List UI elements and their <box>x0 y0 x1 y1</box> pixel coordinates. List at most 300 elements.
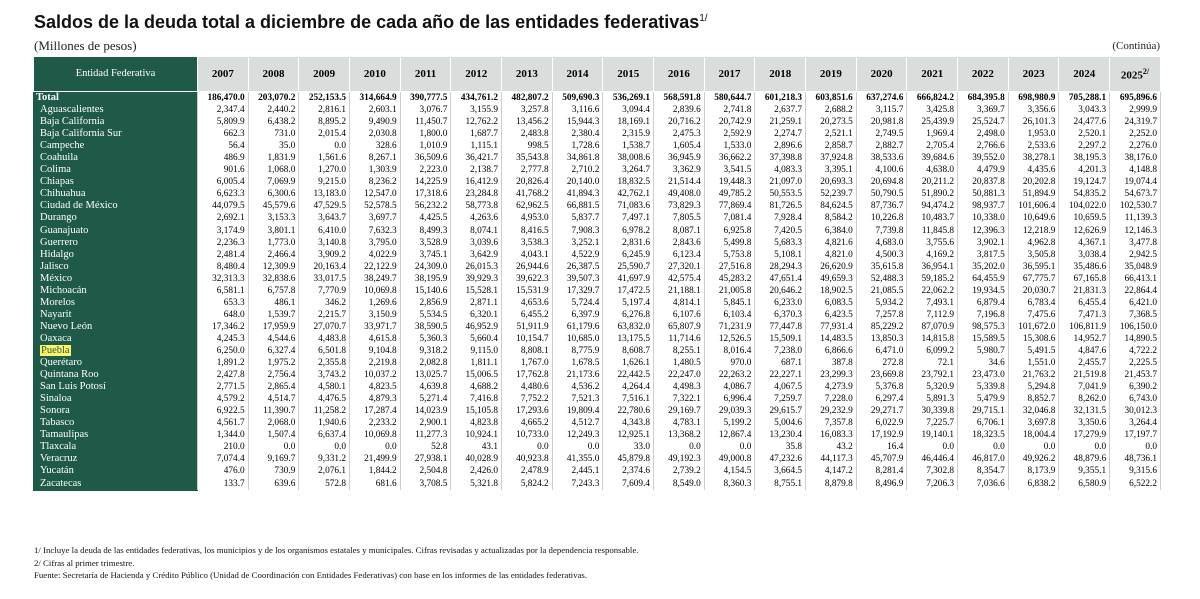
value-cell: 8,236.2 <box>350 176 401 188</box>
value-cell: 6,320.1 <box>451 309 502 321</box>
value-cell: 2,082.8 <box>400 357 451 369</box>
value-cell: 4,367.1 <box>1059 237 1110 249</box>
value-cell: 16.4 <box>856 441 907 453</box>
value-cell: 2,692.1 <box>198 212 249 224</box>
value-cell: 2,839.6 <box>654 104 705 116</box>
value-cell: 17,762.8 <box>502 369 553 381</box>
value-cell: 2,999.9 <box>1110 104 1161 116</box>
value-cell: 12,249.3 <box>552 429 603 441</box>
value-cell: 3,505.8 <box>1008 249 1059 261</box>
value-cell: 603,851.6 <box>806 92 857 105</box>
value-cell: 10,649.6 <box>1008 212 1059 224</box>
value-cell: 8,016.4 <box>704 345 755 357</box>
value-cell: 2,942.5 <box>1110 249 1161 261</box>
value-cell: 2,865.4 <box>248 381 299 393</box>
source-note: Fuente: Secretaría de Hacienda y Crédito Público (Unidad de Coordinación con Entidades Federativas) con base en los informes de las entidades federativas. <box>34 570 588 580</box>
value-cell: 21,173.6 <box>552 369 603 381</box>
value-cell: 6,455.2 <box>502 309 553 321</box>
value-cell: 22,062.2 <box>907 285 958 297</box>
value-cell: 476.0 <box>198 465 249 477</box>
value-cell: 2,777.8 <box>502 164 553 176</box>
value-cell: 2,843.6 <box>654 237 705 249</box>
value-cell: 94,474.2 <box>907 200 958 212</box>
table-row <box>34 200 1161 212</box>
value-cell: 106,811.9 <box>1059 321 1110 333</box>
value-cell: 17,959.9 <box>248 321 299 333</box>
value-cell: 7,228.0 <box>806 393 857 405</box>
value-cell: 5,683.3 <box>755 237 806 249</box>
value-cell: 14,815.8 <box>907 333 958 345</box>
value-cell: 38,195.3 <box>1059 152 1110 164</box>
value-cell: 43.1 <box>451 441 502 453</box>
value-cell: 51,894.9 <box>1008 188 1059 200</box>
value-cell: 17,287.4 <box>350 405 401 417</box>
value-cell: 12,526.5 <box>704 333 755 345</box>
value-cell: 2,896.6 <box>755 140 806 152</box>
value-cell: 4,067.5 <box>755 381 806 393</box>
value-cell: 3,116.6 <box>552 104 603 116</box>
value-cell: 2,900.1 <box>400 417 451 429</box>
value-cell: 1,844.2 <box>350 465 401 477</box>
value-cell: 6,022.9 <box>856 417 907 429</box>
value-cell: 41,697.9 <box>603 273 654 285</box>
value-cell: 66,413.1 <box>1110 273 1161 285</box>
title-footnote-ref: 1/ <box>699 13 708 24</box>
entity-name: Oaxaca <box>34 333 198 345</box>
value-cell: 20,202.8 <box>1008 176 1059 188</box>
value-cell: 3,425.8 <box>907 104 958 116</box>
value-cell: 0.0 <box>502 441 553 453</box>
value-cell: 35,048.9 <box>1110 261 1161 273</box>
value-cell: 7,243.3 <box>552 478 603 491</box>
value-cell: 12,626.9 <box>1059 225 1110 237</box>
table-row <box>34 369 1161 381</box>
entity-name: Chiapas <box>34 176 198 188</box>
value-cell: 8,755.1 <box>755 478 806 491</box>
value-cell: 11,845.8 <box>907 225 958 237</box>
value-cell: 52,488.3 <box>856 273 907 285</box>
value-cell: 0.0 <box>654 441 705 453</box>
value-cell: 2,710.2 <box>552 164 603 176</box>
value-cell: 3,257.8 <box>502 104 553 116</box>
value-cell: 3,140.8 <box>299 237 350 249</box>
value-cell: 4,480.6 <box>502 381 553 393</box>
value-cell: 16,412.9 <box>451 176 502 188</box>
year-header-2012: 2012 <box>451 57 502 92</box>
value-cell: 17,472.5 <box>603 285 654 297</box>
value-cell: 6,245.9 <box>603 249 654 261</box>
value-cell: 6,397.9 <box>552 309 603 321</box>
value-cell: 29,232.9 <box>806 405 857 417</box>
value-cell: 3,902.1 <box>958 237 1009 249</box>
value-cell: 4,522.9 <box>552 249 603 261</box>
value-cell: 252,153.5 <box>299 92 350 105</box>
value-cell: 4,847.6 <box>1059 345 1110 357</box>
year-header-2007: 2007 <box>198 57 249 92</box>
value-cell: 3,369.7 <box>958 104 1009 116</box>
year-header-2018: 2018 <box>755 57 806 92</box>
value-cell: 4,147.2 <box>806 465 857 477</box>
value-cell: 2,236.3 <box>198 237 249 249</box>
footnote-1: 1/ Incluye la deuda de las entidades federativas, los municipios y de los organismos estatales y municipales. Cifras revisadas y actualizadas por la dependencia responsable. <box>34 545 639 555</box>
value-cell: 7,322.1 <box>654 393 705 405</box>
table-row <box>34 164 1161 176</box>
value-cell: 28,294.3 <box>755 261 806 273</box>
value-cell: 101,672.0 <box>1008 321 1059 333</box>
value-cell: 4,425.5 <box>400 212 451 224</box>
value-cell: 2,705.4 <box>907 140 958 152</box>
value-cell: 210.0 <box>198 441 249 453</box>
value-cell: 1,975.2 <box>248 357 299 369</box>
value-cell: 12,309.9 <box>248 261 299 273</box>
table-row <box>34 273 1161 285</box>
year-header-2009: 2009 <box>299 57 350 92</box>
value-cell: 10,483.7 <box>907 212 958 224</box>
value-cell: 13,183.0 <box>299 188 350 200</box>
value-cell: 20,030.7 <box>1008 285 1059 297</box>
table-row <box>34 176 1161 188</box>
value-cell: 6,103.4 <box>704 309 755 321</box>
value-cell: 6,757.8 <box>248 285 299 297</box>
value-cell: 3,643.7 <box>299 212 350 224</box>
value-cell: 62,962.5 <box>502 200 553 212</box>
entity-name: Querétaro <box>34 357 198 369</box>
table-row <box>34 417 1161 429</box>
value-cell: 3,076.7 <box>400 104 451 116</box>
year-header-2014: 2014 <box>552 57 603 92</box>
value-cell: 1,831.9 <box>248 152 299 164</box>
value-cell: 4,100.6 <box>856 164 907 176</box>
value-cell: 3,395.1 <box>806 164 857 176</box>
value-cell: 6,623.3 <box>198 188 249 200</box>
value-cell: 3,538.3 <box>502 237 553 249</box>
value-cell: 18,902.5 <box>806 285 857 297</box>
value-cell: 18,323.5 <box>958 429 1009 441</box>
value-cell: 3,697.8 <box>1008 417 1059 429</box>
value-cell: 35,615.8 <box>856 261 907 273</box>
value-cell: 21,453.7 <box>1110 369 1161 381</box>
value-cell: 7,928.4 <box>755 212 806 224</box>
value-cell: 38,590.5 <box>400 321 451 333</box>
value-cell: 1,728.6 <box>552 140 603 152</box>
value-cell: 38,195.9 <box>400 273 451 285</box>
value-cell: 2,858.7 <box>806 140 857 152</box>
value-cell: 2,739.2 <box>654 465 705 477</box>
value-cell: 2,498.0 <box>958 128 1009 140</box>
value-cell: 2,481.4 <box>198 249 249 261</box>
value-cell: 6,438.2 <box>248 116 299 128</box>
value-cell: 20,826.4 <box>502 176 553 188</box>
value-cell: 5,491.5 <box>1008 345 1059 357</box>
value-cell: 8,480.4 <box>198 261 249 273</box>
entity-name: Chihuahua <box>34 188 198 200</box>
value-cell: 56,232.2 <box>400 200 451 212</box>
table-row <box>34 429 1161 441</box>
entity-name: Sinaloa <box>34 393 198 405</box>
value-cell: 8,895.2 <box>299 116 350 128</box>
value-cell: 6,978.2 <box>603 225 654 237</box>
value-cell: 9,115.0 <box>451 345 502 357</box>
value-cell: 8,499.3 <box>400 225 451 237</box>
value-cell: 0.0 <box>704 441 755 453</box>
value-cell: 10,685.0 <box>552 333 603 345</box>
year-header-2022: 2022 <box>958 57 1009 92</box>
value-cell: 7,516.1 <box>603 393 654 405</box>
value-cell: 15,944.3 <box>552 116 603 128</box>
value-cell: 4,665.2 <box>502 417 553 429</box>
value-cell: 7,196.8 <box>958 309 1009 321</box>
value-cell: 6,083.5 <box>806 297 857 309</box>
value-cell: 4,638.0 <box>907 164 958 176</box>
entity-name: Baja California <box>34 116 198 128</box>
value-cell: 6,099.2 <box>907 345 958 357</box>
value-cell: 7,420.5 <box>755 225 806 237</box>
value-cell: 71,231.9 <box>704 321 755 333</box>
value-cell: 50,881.3 <box>958 188 1009 200</box>
value-cell: 20,693.3 <box>806 176 857 188</box>
value-cell: 29,615.7 <box>755 405 806 417</box>
value-cell: 54,835.2 <box>1059 188 1110 200</box>
value-cell: 2,466.4 <box>248 249 299 261</box>
value-cell: 2,483.8 <box>502 128 553 140</box>
value-cell: 34,861.8 <box>552 152 603 164</box>
value-cell: 730.9 <box>248 465 299 477</box>
value-cell: 20,694.8 <box>856 176 907 188</box>
value-cell: 10,338.0 <box>958 212 1009 224</box>
year-header-2024: 2024 <box>1059 57 1110 92</box>
value-cell: 2,274.7 <box>755 128 806 140</box>
value-cell: 6,276.8 <box>603 309 654 321</box>
year-header-2017: 2017 <box>704 57 755 92</box>
table-row <box>34 309 1161 321</box>
value-cell: 4,169.2 <box>907 249 958 261</box>
value-cell: 7,632.3 <box>350 225 401 237</box>
value-cell: 5,724.4 <box>552 297 603 309</box>
value-cell: 50,790.5 <box>856 188 907 200</box>
table-row <box>34 465 1161 477</box>
value-cell: 2,455.7 <box>1059 357 1110 369</box>
value-cell: 58,773.8 <box>451 200 502 212</box>
value-cell: 20,646.2 <box>755 285 806 297</box>
value-cell: 4,821.6 <box>806 237 857 249</box>
value-cell: 1,538.7 <box>603 140 654 152</box>
value-cell: 20,163.4 <box>299 261 350 273</box>
value-cell: 47,651.4 <box>755 273 806 285</box>
value-cell: 77,869.4 <box>704 200 755 212</box>
value-cell: 84,624.5 <box>806 200 857 212</box>
value-cell: 1,767.0 <box>502 357 553 369</box>
value-cell: 6,410.0 <box>299 225 350 237</box>
value-cell: 20,981.8 <box>856 116 907 128</box>
value-cell: 6,107.6 <box>654 309 705 321</box>
value-cell: 7,475.6 <box>1008 309 1059 321</box>
value-cell: 4,823.8 <box>451 417 502 429</box>
value-cell: 17,318.6 <box>400 188 451 200</box>
value-cell: 6,384.0 <box>806 225 857 237</box>
value-cell: 7,259.7 <box>755 393 806 405</box>
table-row <box>34 152 1161 164</box>
value-cell: 7,081.4 <box>704 212 755 224</box>
value-cell: 19,140.1 <box>907 429 958 441</box>
value-cell: 536,269.1 <box>603 92 654 105</box>
value-cell: 48,879.6 <box>1059 453 1110 465</box>
value-cell: 81,726.5 <box>755 200 806 212</box>
value-cell: 23,284.8 <box>451 188 502 200</box>
value-cell: 38,176.0 <box>1110 152 1161 164</box>
value-cell: 52.8 <box>400 441 451 453</box>
year-header-2025: $2025^{2/}$ <box>1110 57 1161 92</box>
value-cell: 4,561.7 <box>198 417 249 429</box>
value-cell: 387.8 <box>806 357 857 369</box>
value-cell: 6,327.4 <box>248 345 299 357</box>
value-cell: 4,479.9 <box>958 164 1009 176</box>
table-row <box>34 249 1161 261</box>
value-cell: 13,456.2 <box>502 116 553 128</box>
year-header-2008: 2008 <box>248 57 299 92</box>
value-cell: 4,154.5 <box>704 465 755 477</box>
entity-name: Michoacán <box>34 285 198 297</box>
value-cell: 73,829.3 <box>654 200 705 212</box>
table-row <box>34 116 1161 128</box>
value-cell: 3,528.9 <box>400 237 451 249</box>
value-cell: 7,521.3 <box>552 393 603 405</box>
value-cell: 8,549.0 <box>654 478 705 491</box>
value-cell: 106,150.0 <box>1110 321 1161 333</box>
highlighted-entity: Puebla <box>41 345 70 356</box>
value-cell: 2,521.1 <box>806 128 857 140</box>
value-cell: 6,123.4 <box>654 249 705 261</box>
value-cell: 48,736.1 <box>1110 453 1161 465</box>
entity-name: Veracruz <box>34 453 198 465</box>
value-cell: 54,673.7 <box>1110 188 1161 200</box>
value-cell: 17,192.9 <box>856 429 907 441</box>
value-cell: 6,838.2 <box>1008 478 1059 491</box>
value-cell: 8,173.9 <box>1008 465 1059 477</box>
value-cell: 8,852.7 <box>1008 393 1059 405</box>
value-cell: 15,308.6 <box>1008 333 1059 345</box>
value-cell: 20,273.5 <box>806 116 857 128</box>
value-cell: 20,211.2 <box>907 176 958 188</box>
entity-name: Tabasco <box>34 417 198 429</box>
table-row <box>34 333 1161 345</box>
table-row <box>34 140 1161 152</box>
value-cell: 3,642.9 <box>451 249 502 261</box>
value-cell: 3,155.9 <box>451 104 502 116</box>
value-cell: 5,271.4 <box>400 393 451 405</box>
value-cell: 12,762.2 <box>451 116 502 128</box>
value-cell: 21,831.3 <box>1059 285 1110 297</box>
value-cell: 4,043.1 <box>502 249 553 261</box>
value-cell: 4,536.2 <box>552 381 603 393</box>
value-cell: 6,866.6 <box>806 345 857 357</box>
entity-name: Guanajuato <box>34 225 198 237</box>
value-cell: 5,197.4 <box>603 297 654 309</box>
value-cell: 6,925.8 <box>704 225 755 237</box>
value-cell: 98,575.3 <box>958 321 1009 333</box>
value-cell: 13,230.4 <box>755 429 806 441</box>
value-cell: 33,017.5 <box>299 273 350 285</box>
entity-column-header: Entidad Federativa <box>34 57 198 92</box>
value-cell: 9,355.1 <box>1059 465 1110 477</box>
value-cell: 1,303.9 <box>350 164 401 176</box>
table-row <box>34 441 1161 453</box>
value-cell: 4,083.3 <box>755 164 806 176</box>
value-cell: 21,188.1 <box>654 285 705 297</box>
footnote-2: 2/ Cifras al primer trimestre. <box>34 557 135 568</box>
value-cell: 43.2 <box>806 441 857 453</box>
value-cell: 102,530.7 <box>1110 200 1161 212</box>
value-cell: 27,516.8 <box>704 261 755 273</box>
value-cell: 653.3 <box>198 297 249 309</box>
value-cell: 50,553.5 <box>755 188 806 200</box>
value-cell: 731.0 <box>248 128 299 140</box>
total-row <box>34 92 1161 105</box>
value-cell: 52,239.7 <box>806 188 857 200</box>
value-cell: 8,608.7 <box>603 345 654 357</box>
value-cell: 2,138.7 <box>451 164 502 176</box>
value-cell: 10,069.8 <box>350 429 401 441</box>
value-cell: 30,339.8 <box>907 405 958 417</box>
entity-name: Hidalgo <box>34 249 198 261</box>
value-cell: 17,293.6 <box>502 405 553 417</box>
value-cell: 22,247.0 <box>654 369 705 381</box>
value-cell: 695,896.6 <box>1110 92 1161 105</box>
table-row <box>34 261 1161 273</box>
value-cell: 61,179.6 <box>552 321 603 333</box>
value-cell: 13,175.5 <box>603 333 654 345</box>
value-cell: 7,416.8 <box>451 393 502 405</box>
value-cell: 0.0 <box>1008 441 1059 453</box>
value-cell: 19,809.4 <box>552 405 603 417</box>
value-cell: 35.8 <box>755 441 806 453</box>
value-cell: 7,493.1 <box>907 297 958 309</box>
value-cell: 45,283.2 <box>704 273 755 285</box>
value-cell: 27,320.1 <box>654 261 705 273</box>
value-cell: 681.6 <box>350 478 401 491</box>
value-cell: 2,015.4 <box>299 128 350 140</box>
entity-name: Tamaulipas <box>34 429 198 441</box>
value-cell: 15,140.6 <box>400 285 451 297</box>
table-row <box>34 225 1161 237</box>
value-cell: 1,940.6 <box>299 417 350 429</box>
value-cell: 8,262.0 <box>1059 393 1110 405</box>
value-cell: 705,288.1 <box>1059 92 1110 105</box>
value-cell: 46,952.9 <box>451 321 502 333</box>
value-cell: 12,218.9 <box>1008 225 1059 237</box>
value-cell: 14,483.5 <box>806 333 857 345</box>
value-cell: 2,219.8 <box>350 357 401 369</box>
value-cell: 0.0 <box>907 441 958 453</box>
table-row <box>34 393 1161 405</box>
value-cell: 26,620.9 <box>806 261 857 273</box>
value-cell: 3,264.7 <box>603 164 654 176</box>
entity-name: San Luis Potosí <box>34 381 198 393</box>
value-cell: 12,146.3 <box>1110 225 1161 237</box>
value-cell: 39,507.3 <box>552 273 603 285</box>
value-cell: 33,971.7 <box>350 321 401 333</box>
entity-name: Tlaxcala <box>34 441 198 453</box>
value-cell: 2,315.9 <box>603 128 654 140</box>
value-cell: 5,499.8 <box>704 237 755 249</box>
value-cell: 36,945.9 <box>654 152 705 164</box>
entity-name: Campeche <box>34 140 198 152</box>
value-cell: 11,450.7 <box>400 116 451 128</box>
value-cell: 49,659.3 <box>806 273 857 285</box>
value-cell: 45,579.6 <box>248 200 299 212</box>
value-cell: 20,716.2 <box>654 116 705 128</box>
table-row <box>34 381 1161 393</box>
value-cell: 3,252.1 <box>552 237 603 249</box>
